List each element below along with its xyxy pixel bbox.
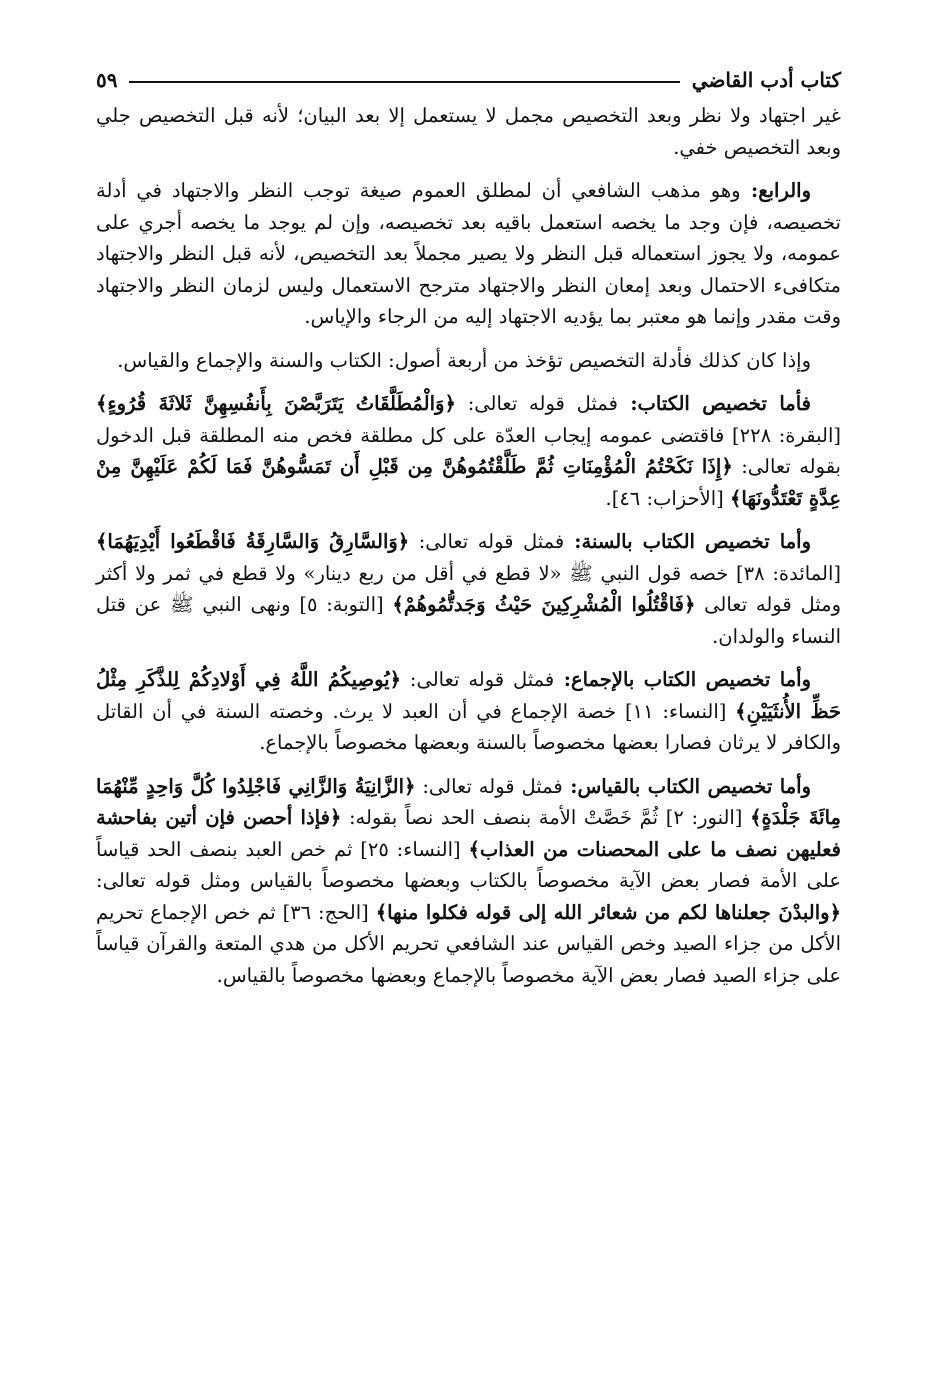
text-run: [البقرة: ٢٢٨] فاقتضى عمومه إيجاب العدّة على كل مطلقة فخص منه المطلقة قبل الدخول بقوله تعالى: bbox=[96, 423, 841, 478]
quran-verse: ﴿إِذَا نَكَحْتُمُ الْمُؤْمِنَاتِ ثُمَّ طَلَّقْتُمُوهُنَّ مِن قَبْلِ أَن تَمَسُّوهُنَّ فَمَا لَكُمْ عَلَيْهِنَّ مِنْ عِدَّةٍ تَعْتَدُّونَهَا﴾ bbox=[96, 455, 841, 510]
section-heading: والرابع: bbox=[740, 179, 811, 202]
quran-verse: ﴿وَالسَّارِقُ وَالسَّارِقَةُ فَاقْطَعُوا أَيْدِيَهُمَا﴾ bbox=[96, 530, 410, 553]
paragraph-3 bbox=[96, 345, 841, 377]
text-run: غير اجتهاد ولا نظر وبعد التخصيص مجمل لا يستعمل إلا بعد البيان؛ لأنه قبل التخصيص جلي وبعد التخصيص خفي. bbox=[96, 104, 841, 159]
page-body bbox=[96, 100, 841, 1003]
quran-verse: ﴿والبدْنَ جعلناها لكم من شعائر الله إلى قوله فكلوا منها﴾ bbox=[375, 900, 841, 924]
quran-verse: ﴿يُوصِيكُمُ اللَّهُ فِي أَوْلادِكُمْ لِلذَّكَرِ مِثْلُ حَظِّ الأُنثَيَيْنِ﴾ bbox=[96, 668, 842, 723]
book-title: كتاب أدب القاضي bbox=[691, 68, 841, 92]
quran-verse: ﴿وَالْمُطَلَّقَاتُ يَتَرَبَّصْنَ بِأَنفُسِهِنَّ ثَلاثَةَ قُرُوءٍ﴾ bbox=[96, 392, 456, 415]
section-heading: فأما تخصيص الكتاب: bbox=[617, 392, 811, 415]
text-run: فمثل قوله تعالى: bbox=[401, 668, 555, 691]
section-heading: وأما تخصيص الكتاب بالإجماع: bbox=[554, 668, 811, 691]
text-run: [الأحزاب: ٤٦]. bbox=[605, 486, 730, 510]
paragraph-6 bbox=[96, 664, 841, 759]
text-run: [النساء: ٢٥] ثم خص العبد بنصف الحد قياساً على الأمة فصار بعض الآية مخصوصاً بالكتاب وبعضها مخصوصاً بالقياس ومثل قوله تعالى: bbox=[96, 837, 841, 892]
section-heading: وأما تخصيص الكتاب بالقياس: bbox=[562, 774, 812, 798]
quran-verse: ﴿الزَّانِيَةُ وَالزَّانِي فَاجْلِدُوا كُلَّ وَاحِدٍ مِّنْهُمَا مِائَةَ جَلْدَةٍ﴾ bbox=[96, 774, 841, 829]
page-number: ٥٩ bbox=[96, 68, 118, 92]
text-run: [النور: ٢] ثُمَّ خَصَّتْ الأمة بنصف الحد نصاً بقوله: bbox=[341, 806, 751, 829]
paragraph-1 bbox=[96, 100, 841, 163]
text-run: وهو مذهب الشافعي أن لمطلق العموم صيغة توجب النظر والاجتهاد في أدلة تخصيصه، فإن وجد ما يخصه استعمل باقيه بعد تخصيصه، وإن لم يوجد ما يخصه أجري على عمومه، ولا يجوز استعماله قبل النظر ولا يصير مجملاً بعد التخصيص، لأنه قبل النظر والاجتهاد متكافىء الاحتمال وبعد إمعان النظر والاجتهاد مترجح الاستعمال وليس لزمان النظر والاجتهاد وقت مقدر وإنما هو معتبر بما يؤديه الاجتهاد إليه من الرجاء والإياس. bbox=[96, 179, 841, 328]
paragraph-7 bbox=[96, 771, 841, 992]
text-run: فمثل قوله تعالى: bbox=[455, 392, 618, 415]
quran-verse: ﴿فإذا أحصن فإن أتين بفاحشة فعليهن نصف ما على المحصنات من العذاب﴾ bbox=[96, 806, 841, 861]
paragraph-5 bbox=[96, 526, 841, 652]
quran-verse: ﴿فَاقْتُلُوا الْمُشْرِكِينَ حَيْثُ وَجَدتُّمُوهُمْ﴾ bbox=[392, 593, 696, 616]
text-run: فمثل قوله تعالى: bbox=[415, 774, 563, 798]
text-run: فمثل قوله تعالى: bbox=[409, 530, 565, 553]
paragraph-4 bbox=[96, 388, 841, 514]
text-run: [النساء: ١١] خصة الإجماع في أن العبد لا يرث. وخصته السنة في أن القاتل والكافر لا يرثان فصارا بعضها مخصوصاً بالسنة وبعضها مخصوصاً بالإجماع. bbox=[96, 699, 841, 754]
text-run: [المائدة: ٣٨] خصه قول النبي ﷺ «لا قطع في أقل من ربع دينار» ولا قطع في ثمر ولا أكثر ومثل قوله تعالى bbox=[96, 561, 841, 616]
page-header bbox=[96, 60, 841, 100]
section-heading: وأما تخصيص الكتاب بالسنة: bbox=[564, 530, 811, 553]
text-run: [الحج: ٣٦] ثم خص الإجماع تحريم الأكل من جزاء الصيد وخص القياس عند الشافعي تحريم الأكل من هدي المتعة والقرآن قياساً على جزاء الصيد فصار بعض الآية مخصوصاً بالإجماع وبعضها مخصوصاً بالقياس. bbox=[96, 900, 841, 987]
text-run: وإذا كان كذلك فأدلة التخصيص تؤخذ من أربعة أصول: الكتاب والسنة والإجماع والقياس. bbox=[117, 348, 811, 372]
text-run: [التوبة: ٥] ونهى النبي ﷺ عن قتل النساء والولدان. bbox=[96, 593, 841, 648]
header-rule bbox=[129, 81, 679, 83]
paragraph-2 bbox=[96, 175, 841, 333]
